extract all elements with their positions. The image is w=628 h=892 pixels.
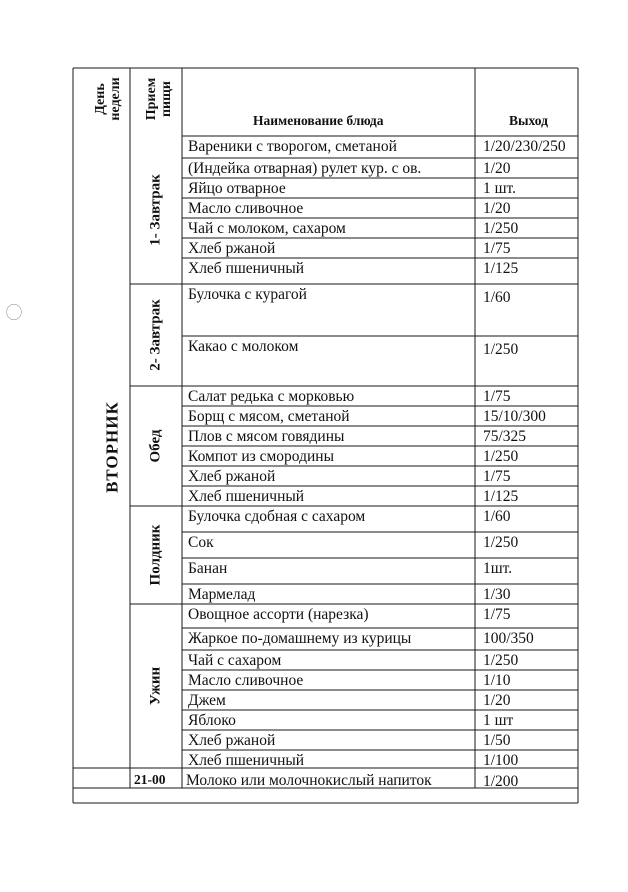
dish-name: Хлеб ржаной [188,732,276,749]
dish-name: Чай с сахаром [188,652,282,669]
header-dish-name: Наименование блюда [253,113,384,128]
dish-output: 1/60 [483,508,511,525]
dish-output: 1/50 [483,732,511,749]
dish-name: Сок [188,534,214,551]
dish-output: 1/250 [483,534,519,551]
meal-label: Полдник [147,524,164,586]
dish-name: Булочка с курагой [188,286,307,303]
dish-name: Плов с мясом говядины [188,428,345,445]
dish-name: Какао с молоком [188,338,299,355]
day-label: ВТОРНИК [102,401,122,493]
dish-output: 1/75 [483,240,511,257]
dish-name: Борщ с мясом, сметаной [188,408,350,425]
dish-output: 1 шт. [483,180,517,197]
dish-name: Компот из смородины [188,448,334,465]
late-snack-dish: Молоко или молочнокислый напиток [186,772,432,789]
dish-output: 1/250 [483,220,519,237]
dish-name: Масло сливочное [188,200,304,217]
meal-label: Ужин [147,666,164,706]
late-snack-output: 1/200 [483,773,519,790]
dish-name: Салат редька с морковью [188,388,355,405]
dish-output: 1/20 [483,160,511,177]
dish-output: 1/250 [483,341,519,358]
dish-name: Хлеб пшеничный [188,260,305,277]
dish-name: Овощное ассорти (нарезка) [188,606,369,623]
dish-name: Хлеб ржаной [188,468,276,485]
dish-output: 1 шт [483,712,514,729]
dish-output: 1/75 [483,388,511,405]
dish-output: 1шт. [483,560,513,577]
dish-name: Джем [188,692,226,709]
dish-name: Чай с молоком, сахаром [188,220,346,237]
dish-name: Банан [188,560,228,577]
dish-output: 1/60 [483,289,511,306]
dish-output: 1/250 [483,448,519,465]
dish-output: 1/20 [483,200,511,217]
dish-output: 1/125 [483,488,519,505]
dish-output: 15/10/300 [483,408,546,425]
dish-name: Хлеб пшеничный [188,488,305,505]
dish-output: 1/30 [483,586,511,603]
dish-output: 1/100 [483,752,519,769]
dish-name: Жаркое по-домашнему из курицы [188,630,412,647]
dish-output: 1/20 [483,692,511,709]
dish-name: Хлеб ржаной [188,240,276,257]
dish-name: Булочка сдобная с сахаром [188,508,366,525]
dish-name: Яйцо отварное [188,180,286,197]
dish-output: 75/325 [483,428,527,445]
dish-name: Мармелад [188,586,256,603]
dish-output: 1/20/230/250 [483,138,566,155]
header-output: Выход [509,113,548,128]
dish-name: Хлеб пшеничный [188,752,305,769]
meal-label: 2- Завтрак [147,299,164,371]
dish-output: 1/75 [483,468,511,485]
dish-output: 100/350 [483,630,534,647]
dish-name: (Индейка отварная) рулет кур. с ов. [188,160,422,177]
dish-output: 1/75 [483,606,511,623]
header-day-of-week: День недели [93,77,123,121]
dish-name: Вареники с творогом, сметаной [188,138,397,155]
late-snack-time: 21-00 [134,772,166,787]
dish-output: 1/10 [483,672,511,689]
meal-label: Обед [147,429,164,463]
meal-label: 1- Завтрак [147,174,164,246]
dish-output: 1/250 [483,652,519,669]
dish-name: Яблоко [188,712,236,729]
header-meal: Прием пищи [144,77,174,121]
dish-name: Масло сливочное [188,672,304,689]
dish-output: 1/125 [483,260,519,277]
